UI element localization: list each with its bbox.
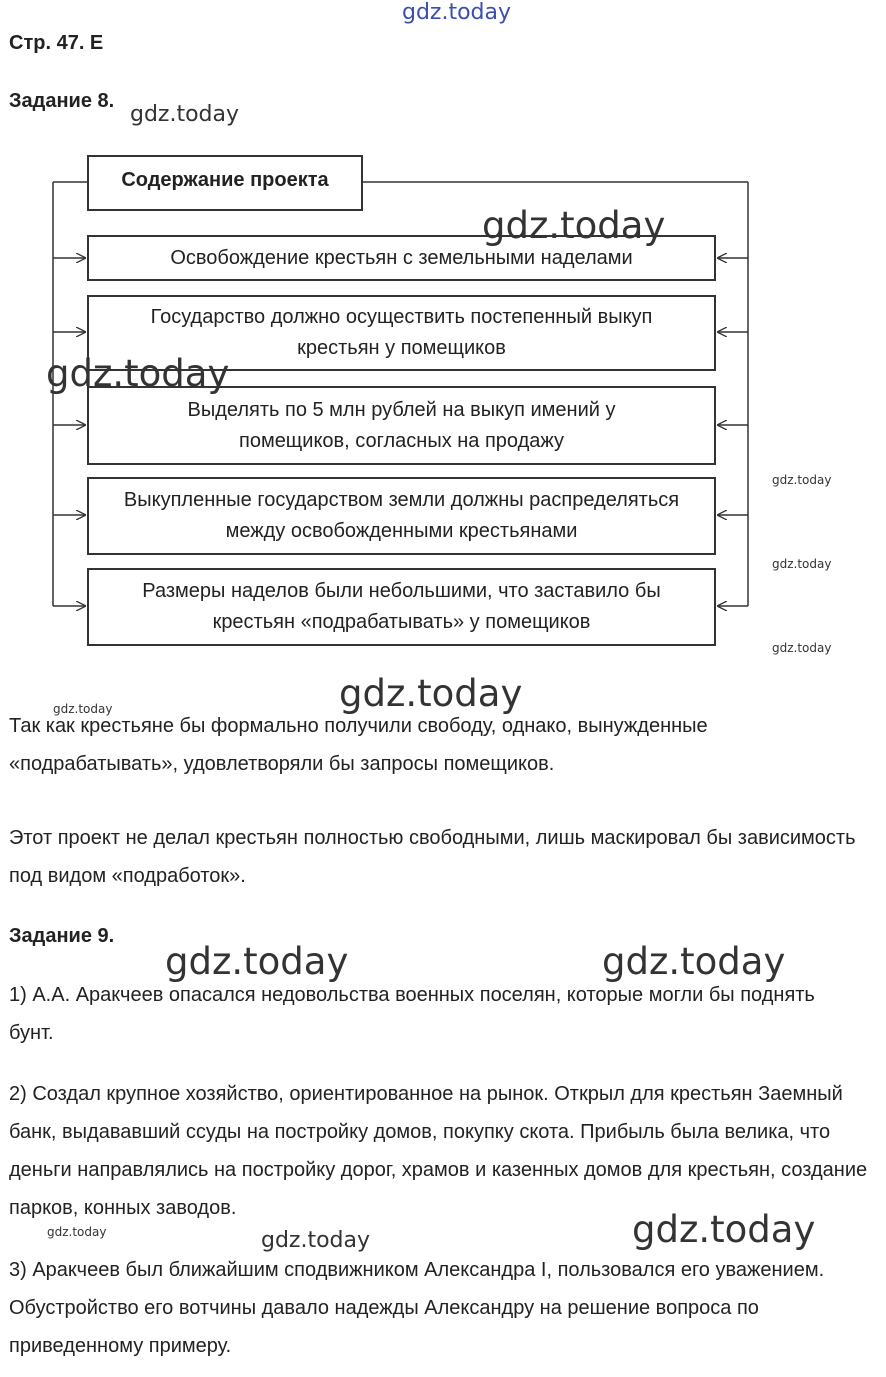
watermark: gdz.today [772, 473, 832, 487]
task-8-title: Задание 8. [9, 90, 115, 112]
watermark: gdz.today [47, 1225, 107, 1239]
diagram-item-5 [87, 568, 716, 646]
watermark: gdz.today [602, 940, 786, 983]
watermark: gdz.today [402, 0, 512, 25]
task-9-answer: 3) Аракчеев был ближайшим сподвижником Александра I, пользовался его уважением. Обустройство его вотчины давало надежды Александру на решение вопроса по приведенному примеру. [9, 1259, 825, 1357]
watermark: gdz.today [261, 1228, 371, 1253]
task-9-answer: 2) Создал крупное хозяйство, ориентированное на рынок. Открыл для крестьян Заемный банк, выдававший ссуды на постройку домов, покупку скота. Прибыль была велика, что деньги направлялись на постройку дорог, храмов и казенных домов для крестьян, создание парков, конных заводов. [9, 1083, 868, 1219]
watermark: gdz.today [482, 204, 666, 247]
diagram-item-text: Выделять по 5 млн рублей на выкуп имений у помещиков, согласных на продажу [187, 398, 616, 452]
page-reference: Стр. 47. Е [9, 32, 104, 54]
watermark: gdz.today [772, 641, 832, 655]
task-8-paragraph: Так как крестьяне бы формально получили свободу, однако, вынужденные «подрабатывать», удовлетворяли бы запросы помещиков. [9, 715, 708, 775]
task-8-paragraph: Этот проект не делал крестьян полностью свободными, лишь маскировал бы зависимость под видом «подработок». [9, 827, 856, 887]
watermark: gdz.today [632, 1208, 816, 1251]
watermark: gdz.today [130, 102, 240, 127]
watermark: gdz.today [53, 702, 113, 716]
diagram-title: Содержание проекта [121, 169, 329, 191]
diagram-item-text: Выкупленные государством земли должны распределяться между освобожденными крестьянами [123, 489, 680, 542]
task-9-title: Задание 9. [9, 925, 115, 947]
diagram-item-4 [87, 477, 716, 555]
diagram-item-3 [87, 386, 716, 465]
watermark: gdz.today [772, 557, 832, 571]
diagram-item-text: Государство должно осуществить постепенный выкуп крестьян у помещиков [150, 306, 653, 359]
watermark: gdz.today [46, 352, 230, 395]
diagram-item-text: Освобождение крестьян с земельными наделами [170, 246, 633, 269]
diagram-title-box [87, 155, 363, 211]
task-9-answer: 1) А.А. Аракчеев опасался недовольства военных поселян, которые могли бы поднять бунт. [9, 984, 815, 1044]
watermark: gdz.today [339, 672, 523, 715]
diagram-item-text: Размеры наделов были небольшими, что заставило бы крестьян «подрабатывать» у помещиков [142, 580, 661, 633]
watermark: gdz.today [165, 940, 349, 983]
